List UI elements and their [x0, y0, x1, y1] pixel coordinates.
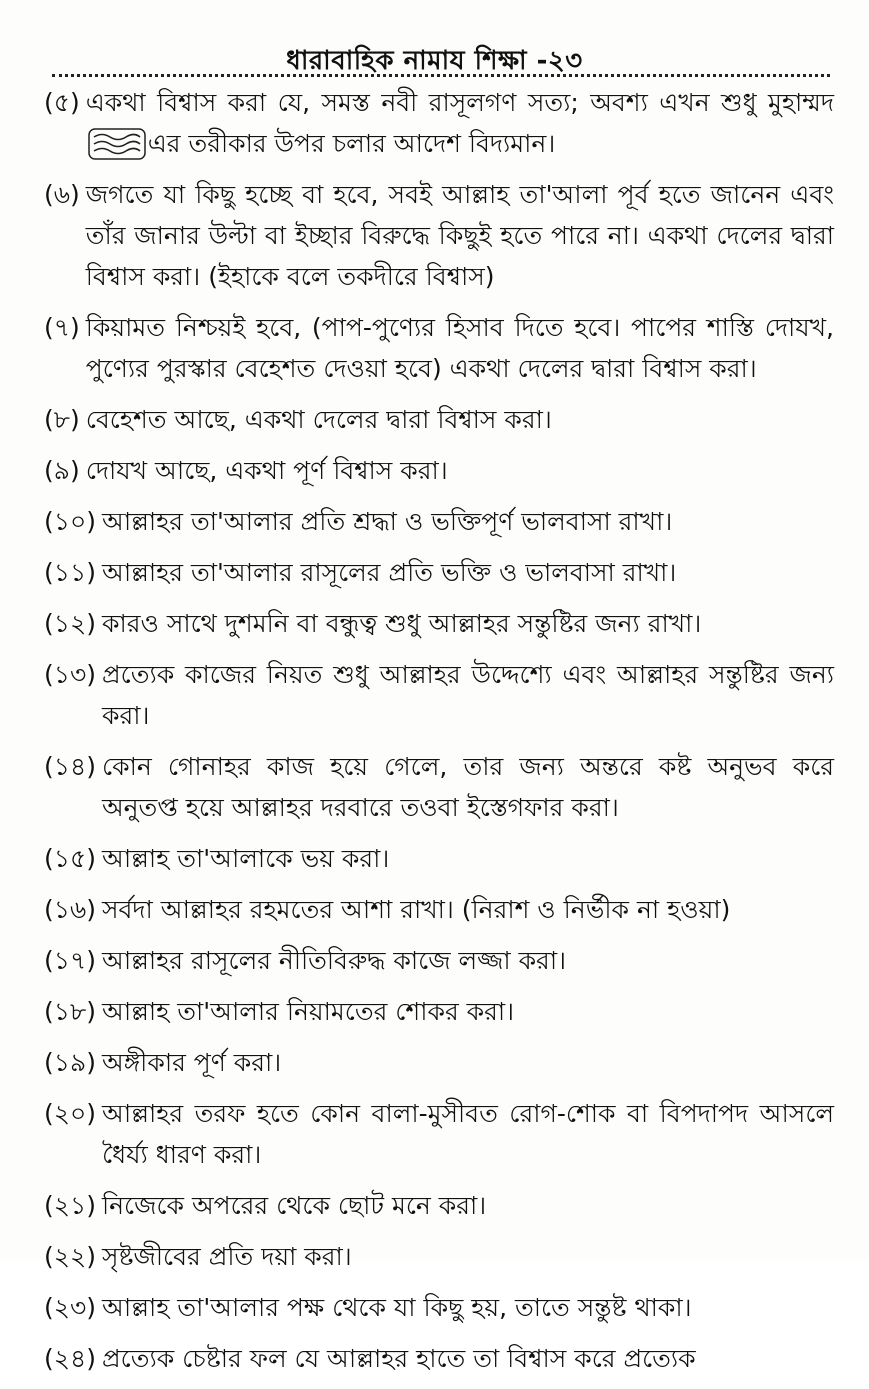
list-item-22: [44, 1236, 834, 1277]
item-number: (২০): [44, 1099, 97, 1128]
list-item-5: [44, 82, 834, 164]
item-number: (১৪): [44, 752, 96, 781]
list-item-23: [44, 1287, 834, 1328]
item-text: জগতে যা কিছু হচ্ছে বা হবে, সবই আল্লাহ তা'আলা পূর্ব হতে জানেন এবং তাঁর জানার উল্টা বা ইচ্ছার বিরুদ্ধে কিছুই হতে পারে না। একথা দেলের দ্বারা বিশ্বাস করা। (ইহাকে বলে তকদীরে বিশ্বাস): [85, 180, 834, 291]
list-item-19: [44, 1042, 834, 1083]
list-item-21: [44, 1185, 834, 1226]
item-text: সর্বদা আল্লাহর রহমতের আশা রাখা। (নিরাশ ও নির্ভীক না হওয়া): [101, 895, 731, 924]
list-item-11: [44, 552, 834, 593]
item-number: (২৪): [44, 1344, 96, 1373]
belief-list: [44, 82, 834, 1389]
item-number: (১০): [44, 507, 96, 536]
item-number: (১২): [44, 609, 96, 638]
item-number: (২৩): [44, 1293, 97, 1322]
item-number: (১৭): [44, 946, 96, 975]
item-text-part: একথা বিশ্বাস করা যে, সমস্ত নবী রাসূলগণ সত্য; অবশ্য এখন শুধু মুহাম্মদ: [85, 88, 834, 117]
list-item-12: [44, 603, 834, 644]
list-item-6: [44, 174, 834, 297]
item-number: (১৬): [44, 895, 96, 924]
item-number: (৮): [44, 405, 80, 434]
item-text: অঙ্গীকার পূর্ণ করা।: [101, 1048, 282, 1077]
item-text: আল্লাহর রাসূলের নীতিবিরুদ্ধ কাজে লজ্জা করা।: [101, 946, 567, 975]
item-text: প্রত্যেক কাজের নিয়ত শুধু আল্লাহর উদ্দেশ্যে এবং আল্লাহর সন্তুষ্টির জন্য করা।: [101, 660, 834, 730]
item-text: সৃষ্টজীবের প্রতি দয়া করা।: [102, 1242, 352, 1271]
item-number: (২২): [44, 1242, 97, 1271]
list-item-16: [44, 889, 834, 930]
list-item-9: [44, 450, 834, 491]
item-text: প্রত্যেক চেষ্টার ফল যে আল্লাহর হাতে তা বিশ্বাস করে প্রত্যেক: [101, 1344, 696, 1373]
list-item-7: [44, 307, 834, 389]
dotted-divider: [52, 74, 830, 77]
item-number: (৭): [44, 313, 80, 342]
item-text: আল্লাহর তা'আলার প্রতি শ্রদ্ধা ও ভক্তিপূর্ণ ভালবাসা রাখা।: [101, 507, 673, 536]
item-text: আল্লাহর তা'আলার রাসূলের প্রতি ভক্তি ও ভালবাসা রাখা।: [101, 558, 677, 587]
item-text: কিয়ামত নিশ্চয়ই হবে, (পাপ-পুণ্যের হিসাব দিতে হবে। পাপের শাস্তি দোযখ, পুণ্যের পুরস্কার বেহেশত দেওয়া হবে) একথা দেলের দ্বারা বিশ্বাস করা।: [85, 313, 834, 383]
item-number: (৫): [44, 88, 80, 117]
list-item-8: [44, 399, 834, 440]
item-number: (২১): [44, 1191, 96, 1220]
item-number: (১১): [44, 558, 96, 587]
item-text: নিজেকে অপরের থেকে ছোট মনে করা।: [101, 1191, 487, 1220]
item-text: বেহেশত আছে, একথা দেলের দ্বারা বিশ্বাস করা।: [85, 405, 552, 434]
list-item-13: [44, 654, 834, 736]
list-item-24: [44, 1338, 834, 1379]
item-number: (১৩): [44, 660, 96, 689]
item-text: দোযখ আছে, একথা পূর্ণ বিশ্বাস করা।: [85, 456, 448, 485]
list-item-20: [44, 1093, 834, 1175]
item-number: (১৫): [44, 844, 96, 873]
item-text: আল্লাহ তা'আলাকে ভয় করা।: [101, 844, 390, 873]
item-text: কোন গোনাহর কাজ হয়ে গেলে, তার জন্য অন্তরে কষ্ট অনুভব করে অনুতপ্ত হয়ে আল্লাহর দরবারে তওবা ইস্তেগফার করা।: [101, 752, 834, 822]
item-text: কারও সাথে দুশমনি বা বন্ধুত্ব শুধু আল্লাহর সন্তুষ্টির জন্য রাখা।: [101, 609, 702, 638]
item-text: আল্লাহ তা'আলার পক্ষ থেকে যা কিছু হয়, তাতে সন্তুষ্ট থাকা।: [102, 1293, 692, 1322]
item-text-part: এর তরীকার উপর চলার আদেশ বিদ্যমান।: [147, 129, 556, 158]
page-header: ধারাবাহিক নামায শিক্ষা -২৩: [286, 46, 583, 76]
item-text: আল্লাহ তা'আলার নিয়ামতের শোকর করা।: [101, 997, 515, 1026]
item-text: [86, 82, 834, 164]
list-item-15: [44, 838, 834, 879]
list-item-14: [44, 746, 834, 828]
salutation-calligraphy-icon: [88, 128, 146, 160]
list-item-17: [44, 940, 834, 981]
item-number: (৯): [44, 456, 80, 485]
list-item-18: [44, 991, 834, 1032]
item-number: (১৮): [44, 997, 96, 1026]
item-number: (১৯): [44, 1048, 96, 1077]
list-item-10: [44, 501, 834, 542]
item-text: আল্লাহর তরফ হতে কোন বালা-মুসীবত রোগ-শোক বা বিপদাপদ আসলে ধৈর্য্য ধারণ করা।: [102, 1099, 834, 1169]
item-number: (৬): [44, 180, 80, 209]
